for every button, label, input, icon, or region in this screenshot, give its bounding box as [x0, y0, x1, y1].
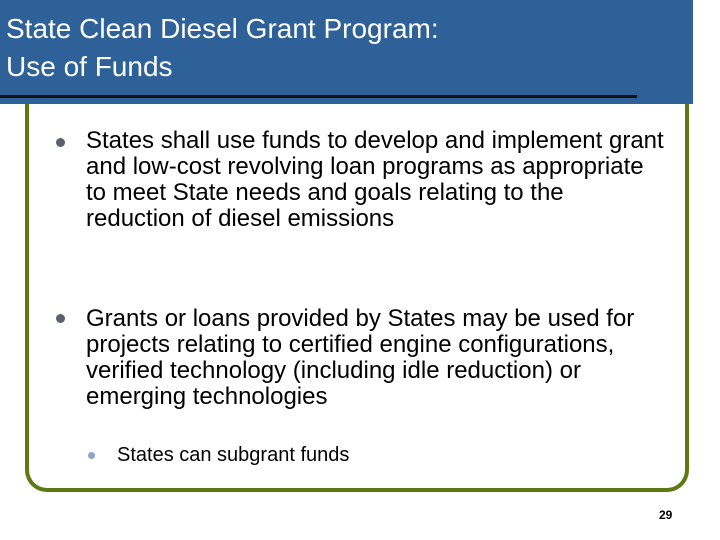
sub-bullet-text: States can subgrant funds [117, 444, 350, 466]
bullet-dot-icon [56, 138, 65, 147]
bullet-text-1: States shall use funds to develop and implement grant and low-cost revolving loan programs as appropriate to meet State needs and goals relating to the reduction of diesel emissions [86, 127, 664, 232]
sub-bullet-dot-icon [88, 452, 95, 459]
slide-title: State Clean Diesel Grant Program: Use of Funds [6, 13, 439, 82]
page-number: 29 [659, 508, 673, 522]
title-underline [0, 95, 637, 98]
bullet-text-2: Grants or loans provided by States may be used for projects relating to certified engine configurations, verified technology (including idle reduction) or emerging technologies [86, 305, 635, 410]
bullet-dot-icon [56, 314, 65, 323]
